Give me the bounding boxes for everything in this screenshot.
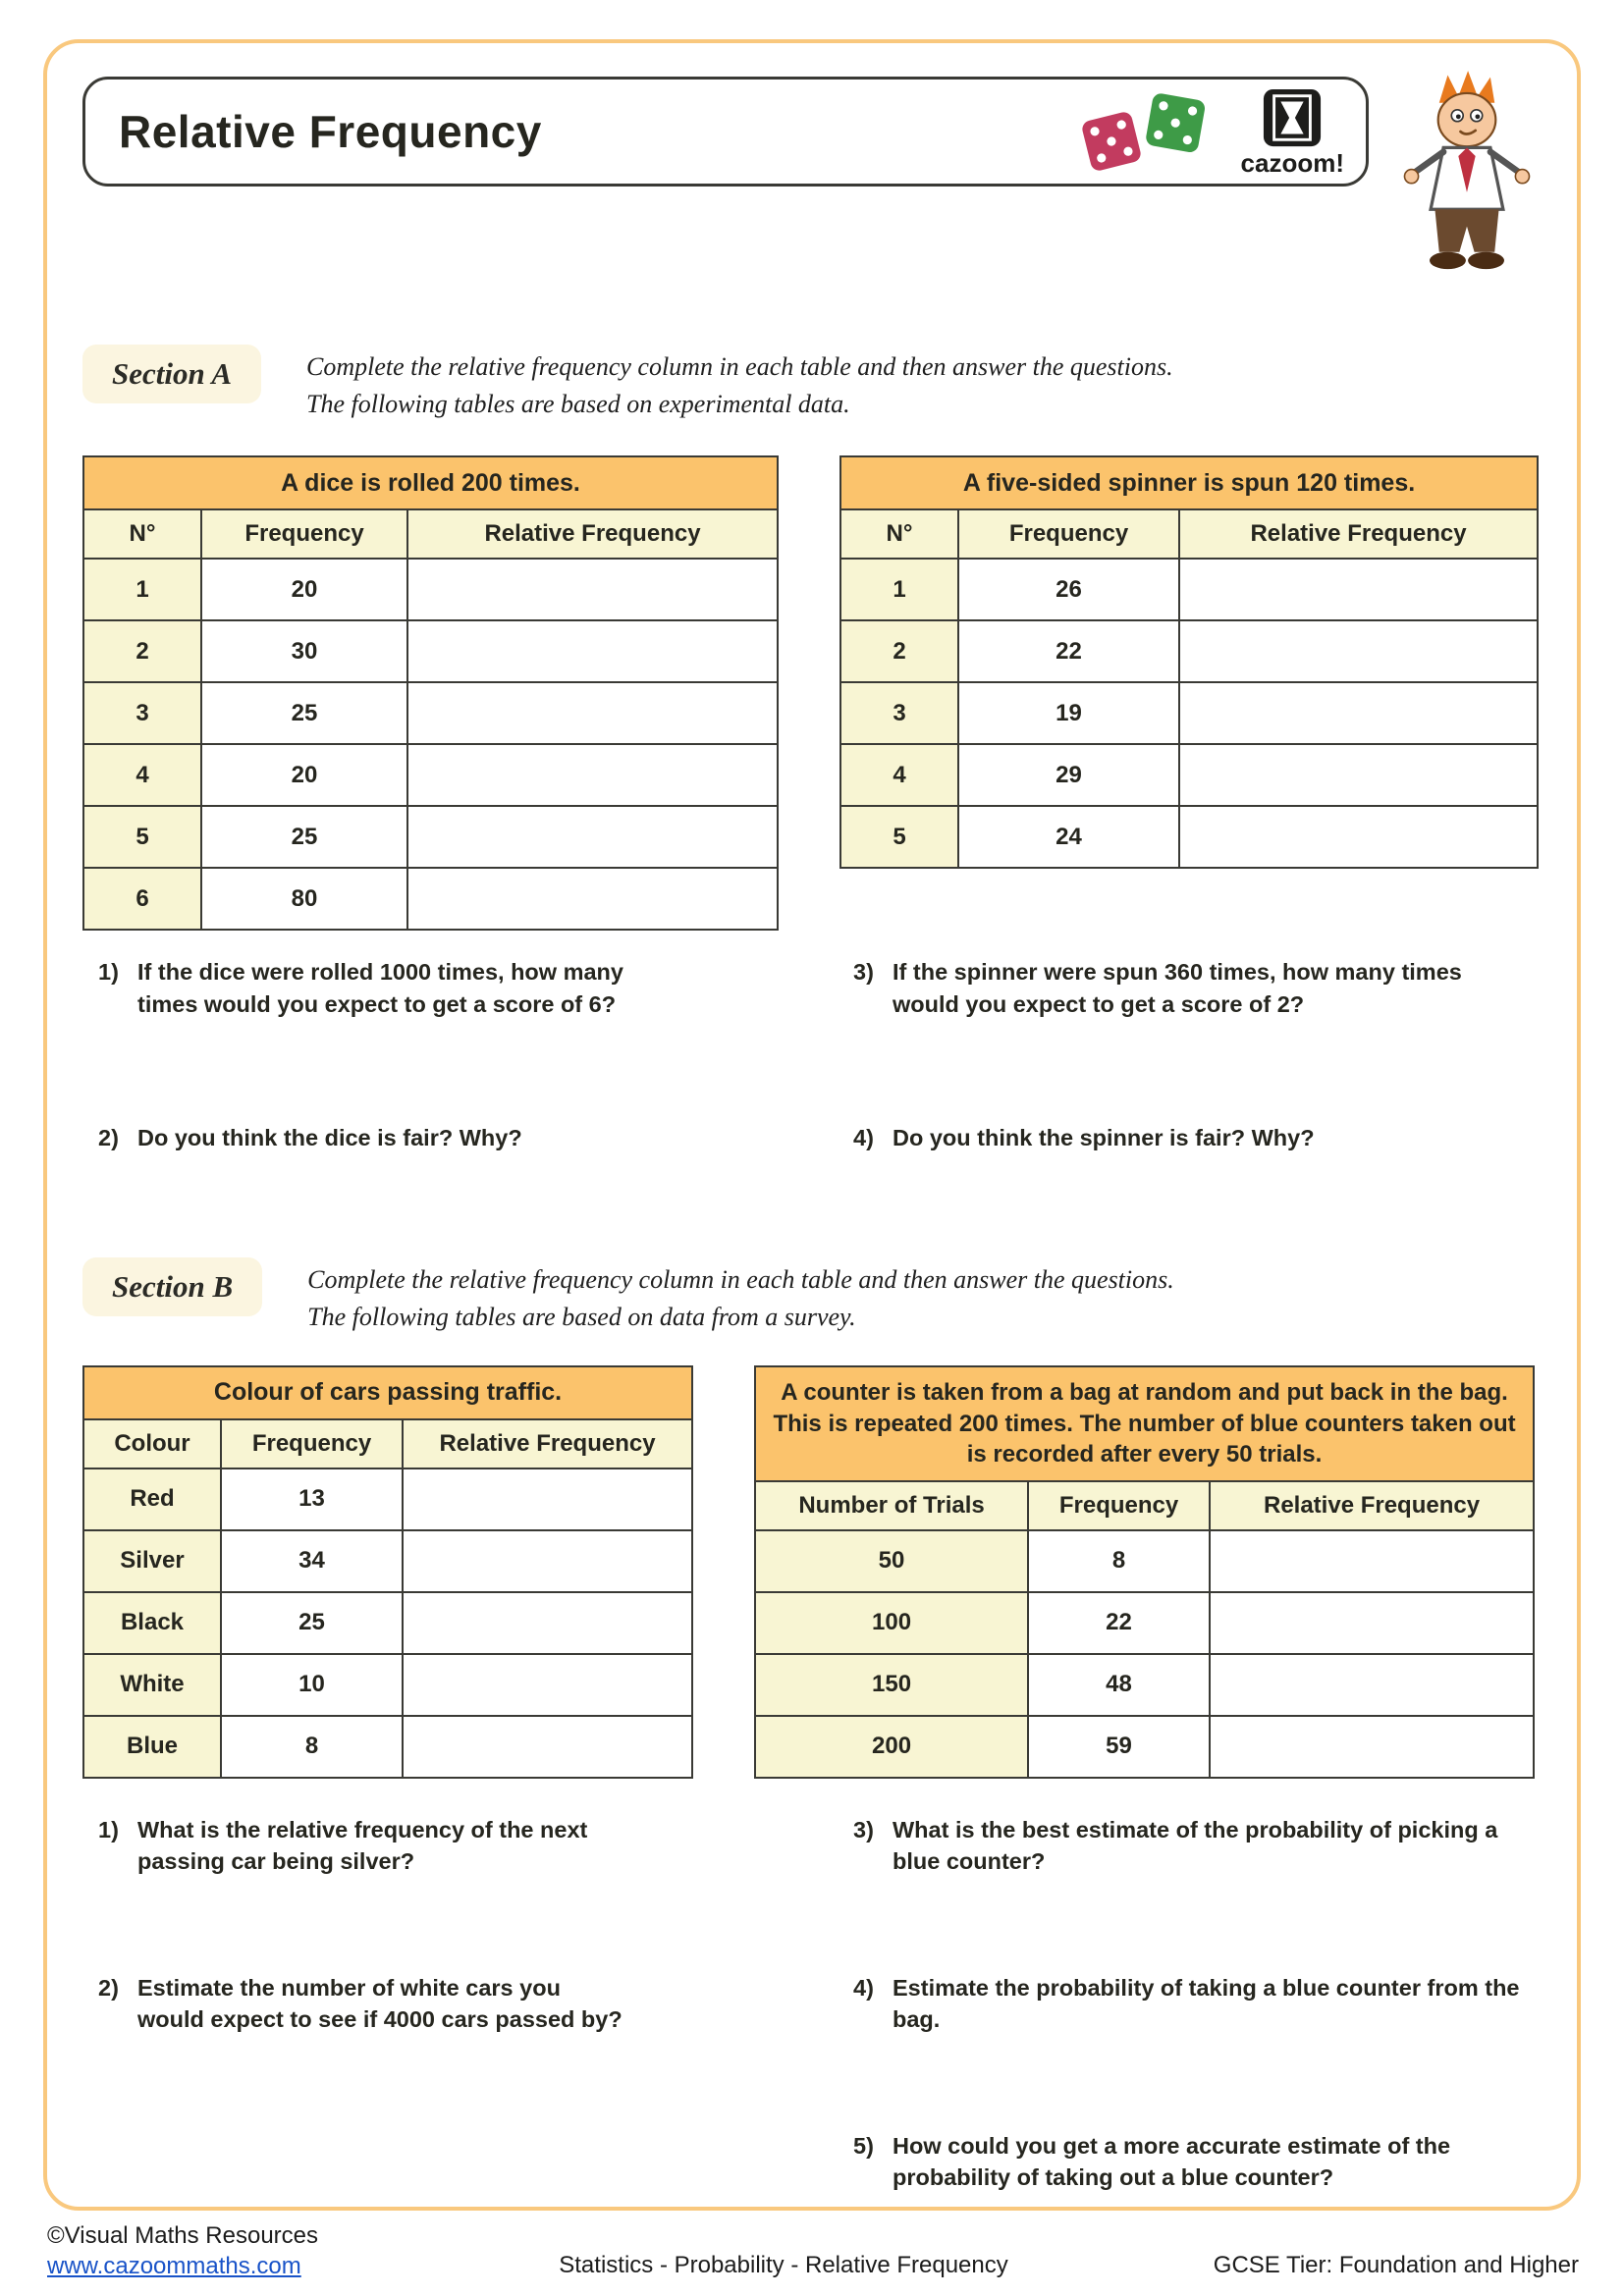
n-cell: 2 [83, 620, 201, 682]
relative-frequency-cell [1179, 682, 1538, 744]
cazoom-logo-icon [1262, 87, 1323, 148]
freq-cell: 34 [221, 1530, 403, 1592]
dice-icons [1064, 84, 1221, 179]
table-row [755, 1716, 1534, 1778]
column-header: N° [840, 509, 958, 559]
section-b-tables [82, 1365, 1542, 1779]
question-text: Do you think the dice is fair? Why? [137, 1125, 522, 1151]
section-a-label: Section A [82, 345, 261, 403]
cazoom-logo-text: cazoom! [1240, 148, 1344, 178]
n-cell: 3 [840, 682, 958, 744]
title-box [82, 77, 1369, 187]
relative-frequency-cell [1210, 1654, 1534, 1716]
column-header: Colour [83, 1419, 221, 1468]
n-cell: 5 [840, 806, 958, 868]
relative-frequency-cell [403, 1468, 692, 1530]
question [98, 1122, 777, 1153]
question-text: If the dice were rolled 1000 times, how many times would you expect to get a score of 6? [137, 959, 623, 1017]
freq-cell: 20 [201, 559, 407, 620]
column-header: Frequency [958, 509, 1179, 559]
page-title: Relative Frequency [119, 106, 542, 157]
section-a-tables [82, 455, 1542, 931]
column-header: Number of Trials [755, 1481, 1028, 1530]
freq-cell: 20 [201, 744, 407, 806]
relative-frequency-cell [403, 1654, 692, 1716]
question-number: 2) [98, 1974, 119, 2001]
freq-cell: 24 [958, 806, 1179, 868]
n-cell: 1 [83, 559, 201, 620]
freq-cell: 22 [958, 620, 1179, 682]
table-title: A counter is taken from a bag at random and put back in the bag. This is repeated 200 times. The number of blue counters taken out is recorded after every 50 trials. [755, 1366, 1534, 1481]
question-text: How could you get a more accurate estimate of the probability of taking out a blue counter? [893, 2132, 1451, 2190]
green-die-icon [1144, 92, 1206, 154]
table-title: A dice is rolled 200 times. [83, 456, 778, 509]
question [98, 956, 777, 1020]
question-text: Estimate the probability of taking a blue counter from the bag. [893, 1974, 1520, 2033]
question [98, 1972, 777, 2036]
table-row [755, 1592, 1534, 1654]
question-number: 1) [98, 1816, 119, 1842]
table-title: A five-sided spinner is spun 120 times. [840, 456, 1538, 509]
spinner-table [839, 455, 1539, 869]
colour-cell: White [83, 1654, 221, 1716]
question-text: What is the best estimate of the probability of picking a blue counter? [893, 1816, 1498, 1875]
n-cell: 3 [83, 682, 201, 744]
table-row [83, 1654, 692, 1716]
trials-cell: 200 [755, 1716, 1028, 1778]
relative-frequency-cell [403, 1716, 692, 1778]
table-row [755, 1654, 1534, 1716]
question-number: 4) [853, 1974, 874, 2001]
table-row [83, 1530, 692, 1592]
relative-frequency-cell [403, 1530, 692, 1592]
cars-table [82, 1365, 693, 1779]
question-number: 5) [853, 2132, 874, 2159]
question-number: 1) [98, 959, 119, 986]
table-row [83, 1468, 692, 1530]
table-row [840, 806, 1538, 868]
question-number: 4) [853, 1125, 874, 1151]
relative-frequency-cell [1179, 620, 1538, 682]
relative-frequency-cell [1179, 806, 1538, 868]
cazoom-brand [1241, 87, 1344, 176]
relative-frequency-cell [1210, 1530, 1534, 1592]
column-header: Frequency [221, 1419, 403, 1468]
section-a-instructions [306, 345, 1173, 422]
section-b-questions [82, 1814, 1542, 2194]
column-header: Relative Frequency [1179, 509, 1538, 559]
header [82, 77, 1542, 303]
table-row [840, 620, 1538, 682]
relative-frequency-cell [407, 682, 778, 744]
question [853, 1814, 1542, 1878]
section-b-label: Section B [82, 1257, 262, 1316]
freq-cell: 26 [958, 559, 1179, 620]
colour-cell: Silver [83, 1530, 221, 1592]
n-cell: 4 [83, 744, 201, 806]
column-header: Frequency [1028, 1481, 1210, 1530]
freq-cell: 25 [201, 682, 407, 744]
freq-cell: 8 [221, 1716, 403, 1778]
question [853, 1122, 1542, 1153]
relative-frequency-cell [1210, 1592, 1534, 1654]
table-row [83, 868, 778, 930]
instructions-line: The following tables are based on data from a survey. [307, 1303, 856, 1332]
instructions-line: The following tables are based on experimental data. [306, 389, 850, 418]
column-header: Frequency [201, 509, 407, 559]
trials-cell: 50 [755, 1530, 1028, 1592]
question [853, 2130, 1542, 2194]
question-text: Do you think the spinner is fair? Why? [893, 1125, 1315, 1151]
table-row [83, 620, 778, 682]
trials-cell: 150 [755, 1654, 1028, 1716]
table-row [83, 1716, 692, 1778]
relative-frequency-cell [1210, 1716, 1534, 1778]
logo-area [1064, 84, 1344, 179]
freq-cell: 59 [1028, 1716, 1210, 1778]
table-row [83, 682, 778, 744]
counter-table [754, 1365, 1535, 1779]
column-header: N° [83, 509, 201, 559]
page-frame [43, 39, 1581, 2211]
question [853, 956, 1542, 1020]
colour-cell: Black [83, 1592, 221, 1654]
table-row [83, 744, 778, 806]
table-row [840, 559, 1538, 620]
question-text: If the spinner were spun 360 times, how many times would you expect to get a score of 2? [893, 959, 1462, 1017]
freq-cell: 80 [201, 868, 407, 930]
footer [47, 2220, 1579, 2281]
table-row [83, 1592, 692, 1654]
question [98, 1814, 777, 1878]
relative-frequency-cell [403, 1592, 692, 1654]
n-cell: 4 [840, 744, 958, 806]
cazoommaths-link[interactable]: www.cazoommaths.com [47, 2253, 301, 2280]
footer-topic: Statistics - Probability - Relative Frequency [559, 2252, 1008, 2279]
relative-frequency-cell [407, 559, 778, 620]
freq-cell: 25 [221, 1592, 403, 1654]
table-row [83, 559, 778, 620]
table-row [83, 806, 778, 868]
question-number: 3) [853, 1816, 874, 1842]
table-row [840, 744, 1538, 806]
question [853, 1972, 1542, 2036]
copyright-text: ©Visual Maths Resources [47, 2222, 319, 2249]
table-row [840, 682, 1538, 744]
table-title: Colour of cars passing traffic. [83, 1366, 692, 1419]
dice-table [82, 455, 779, 931]
question-number: 2) [98, 1125, 119, 1151]
colour-cell: Red [83, 1468, 221, 1530]
question-text: What is the relative frequency of the next passing car being silver? [137, 1816, 588, 1875]
n-cell: 6 [83, 868, 201, 930]
relative-frequency-cell [407, 806, 778, 868]
instructions-line: Complete the relative frequency column in each table and then answer the questions. [306, 351, 1173, 381]
section-a-header [82, 345, 1542, 422]
question-number: 3) [853, 959, 874, 986]
column-header: Relative Frequency [1210, 1481, 1534, 1530]
relative-frequency-cell [407, 620, 778, 682]
n-cell: 2 [840, 620, 958, 682]
column-header: Relative Frequency [403, 1419, 692, 1468]
freq-cell: 29 [958, 744, 1179, 806]
freq-cell: 25 [201, 806, 407, 868]
n-cell: 1 [840, 559, 958, 620]
table-row [755, 1530, 1534, 1592]
relative-frequency-cell [1179, 744, 1538, 806]
freq-cell: 48 [1028, 1654, 1210, 1716]
freq-cell: 13 [221, 1468, 403, 1530]
freq-cell: 19 [958, 682, 1179, 744]
trials-cell: 100 [755, 1592, 1028, 1654]
section-a-questions [82, 956, 1542, 1153]
n-cell: 5 [83, 806, 201, 868]
colour-cell: Blue [83, 1716, 221, 1778]
freq-cell: 30 [201, 620, 407, 682]
freq-cell: 8 [1028, 1530, 1210, 1592]
section-b-header [82, 1257, 1542, 1335]
column-header: Relative Frequency [407, 509, 778, 559]
footer-tier: GCSE Tier: Foundation and Higher [1213, 2252, 1579, 2279]
relative-frequency-cell [1179, 559, 1538, 620]
red-die-icon [1080, 110, 1142, 172]
relative-frequency-cell [407, 744, 778, 806]
section-b-instructions [307, 1257, 1174, 1335]
instructions-line: Complete the relative frequency column in each table and then answer the questions. [307, 1265, 1174, 1295]
footer-left [47, 2220, 410, 2281]
question-text: Estimate the number of white cars you would expect to see if 4000 cars passed by? [137, 1974, 623, 2033]
relative-frequency-cell [407, 868, 778, 930]
cartoon-character [1392, 69, 1542, 303]
freq-cell: 10 [221, 1654, 403, 1716]
freq-cell: 22 [1028, 1592, 1210, 1654]
